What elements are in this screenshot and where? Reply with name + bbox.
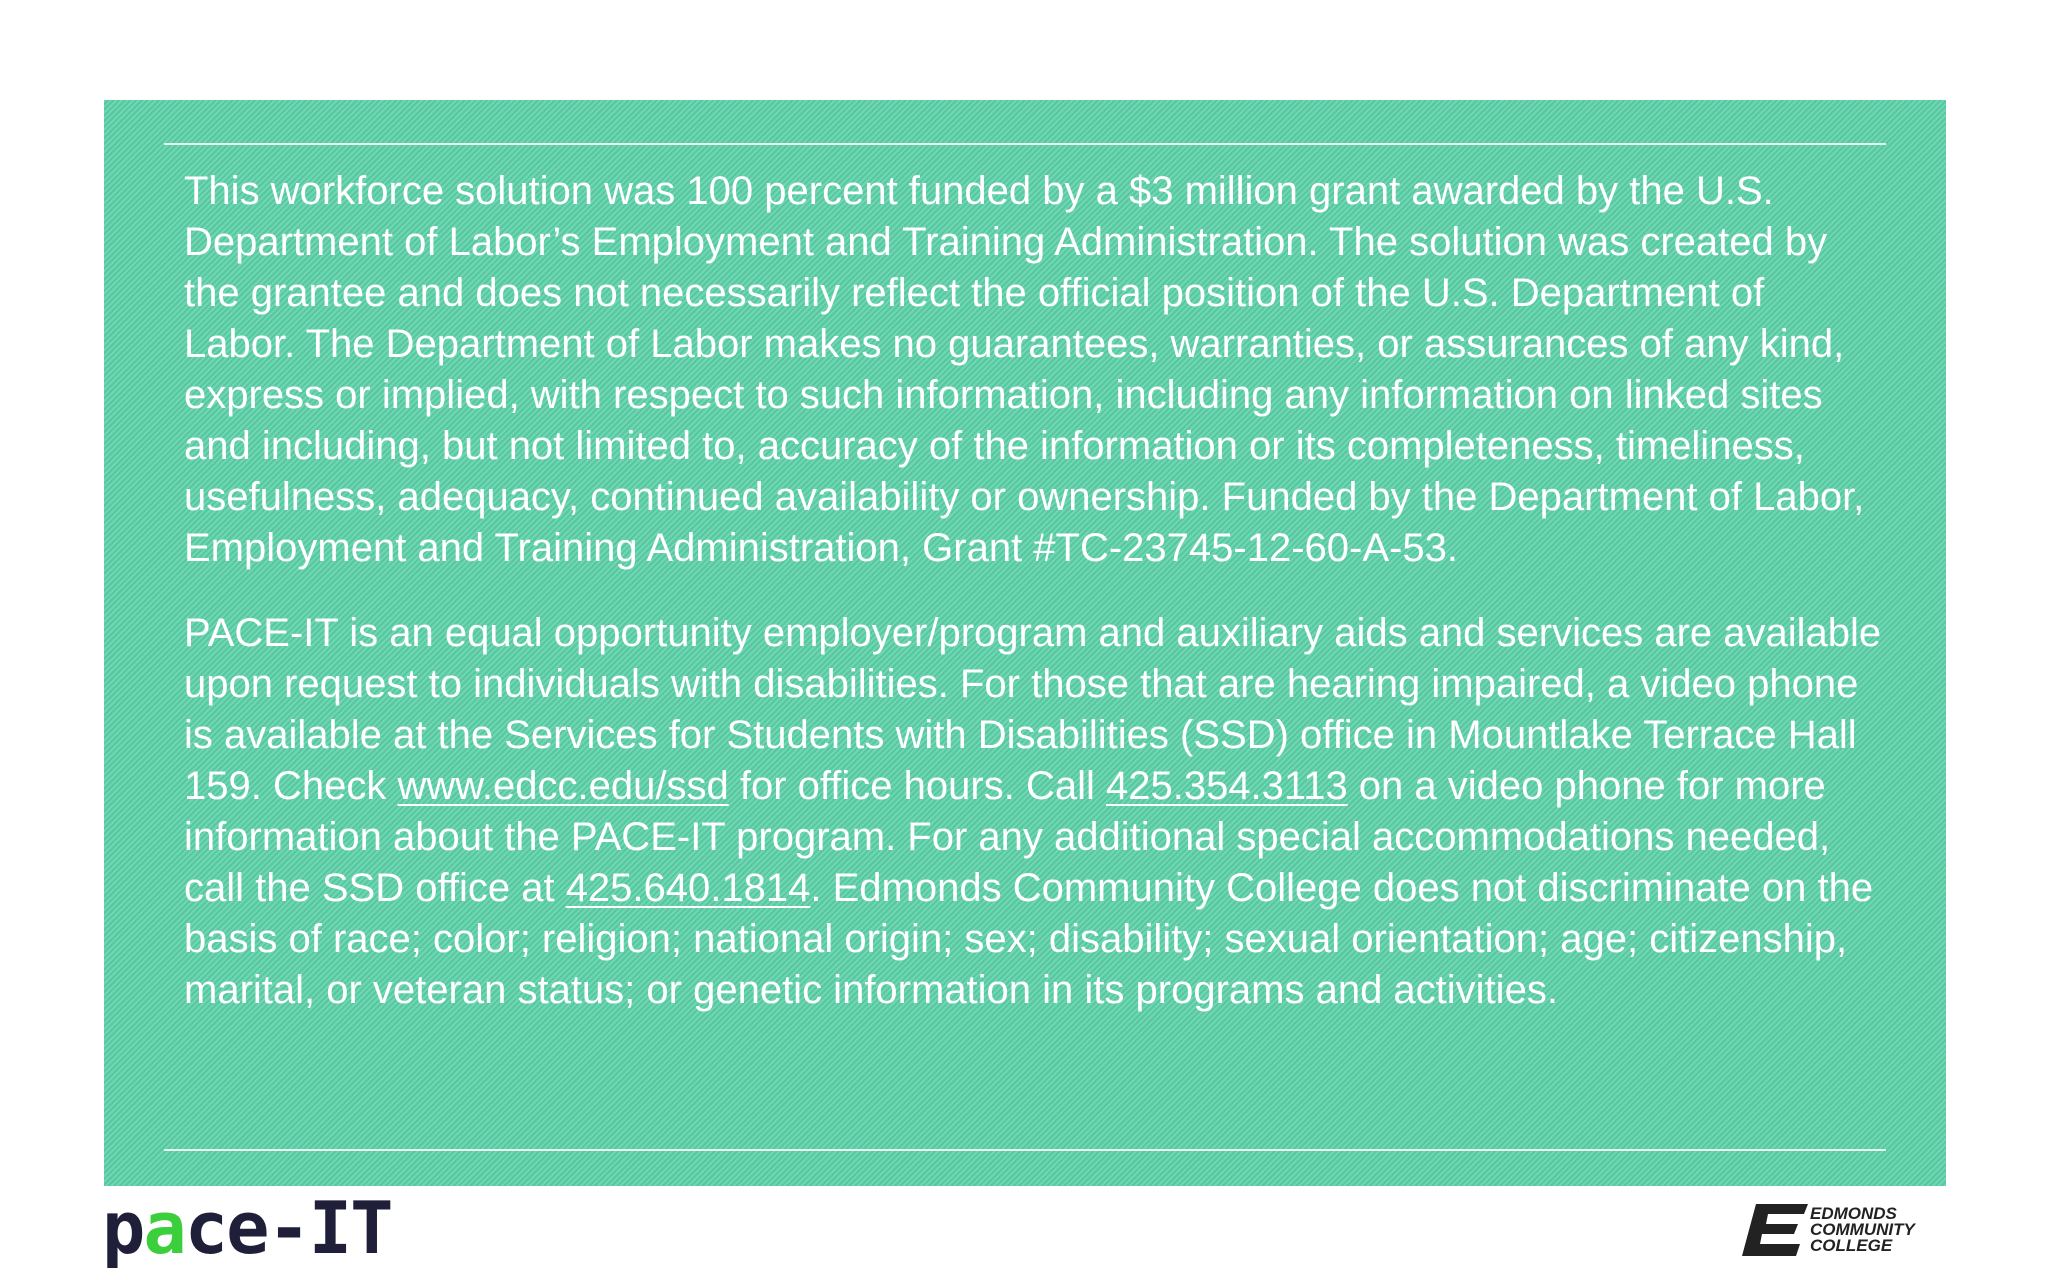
ssd-website-link[interactable]: www.edcc.edu/ssd: [397, 764, 729, 808]
funding-paragraph: This workforce solution was 100 percent funded by a $3 million grant awarded by the U.S. Department of Labor’s Employment and Training Administration. The solution was created by the grantee and does not necessarily reflect the official position of the U.S. Department of Labor. The Department of Labor makes no guarantees, warranties, or assurances of any kind, express or implied, with respect to such information, including any information on linked sites and including, but not limited to, accuracy of the information or its completeness, timeliness, usefulness, adequacy, continued availability or ownership. Funded by the Department of Labor, Employment and Training Administration, Grant #TC-23745-12-60-A-53.: [184, 169, 1865, 570]
eo-text-b: for office hours. Call: [728, 764, 1106, 808]
college-e-mark-icon: [1742, 1204, 1808, 1256]
pace-logo-it: IT: [308, 1186, 392, 1270]
top-divider: [164, 143, 1886, 145]
pace-logo-ce: ce-: [184, 1186, 309, 1270]
college-name-line1: EDMONDS: [1810, 1204, 1897, 1223]
edmonds-college-logo: [1742, 1204, 1915, 1256]
eo-text-a: PACE-IT is an equal opportunity employer/program and auxiliary aids and services are available upon request to individuals with disabilities. For those that are hearing impaired, a video phone is available at the Services for Students with Disabilities (SSD) office in Mountlake Terrace Hall 159. Check: [184, 611, 1882, 808]
pace-logo-a: a: [143, 1186, 185, 1270]
disclaimer-panel: [104, 100, 1946, 1186]
ssd-phone-link[interactable]: 425.640.1814: [565, 866, 811, 910]
pace-it-logo: [102, 1186, 392, 1270]
college-name-line3: COLLEGE: [1810, 1236, 1893, 1255]
college-name-line2: COMMUNITY: [1810, 1220, 1915, 1239]
bottom-divider: [164, 1149, 1886, 1151]
pace-logo-p: p: [102, 1186, 144, 1270]
college-name: [1810, 1206, 1915, 1254]
equal-opportunity-paragraph: [184, 608, 1884, 1016]
video-phone-link[interactable]: 425.354.3113: [1105, 764, 1348, 808]
eo-text-d: . Edmonds Community College does not discriminate on the basis of race; color; religion; national origin; sex; disability; sexual orientation; age; citizenship, marital, or veteran status; or genetic information in its programs and activities.: [184, 866, 1874, 1012]
disclaimer-text: [184, 166, 1884, 1016]
eo-text-c: on a video phone for more information about the PACE-IT program. For any additional special accommodations needed, call the SSD office at: [184, 764, 1831, 910]
